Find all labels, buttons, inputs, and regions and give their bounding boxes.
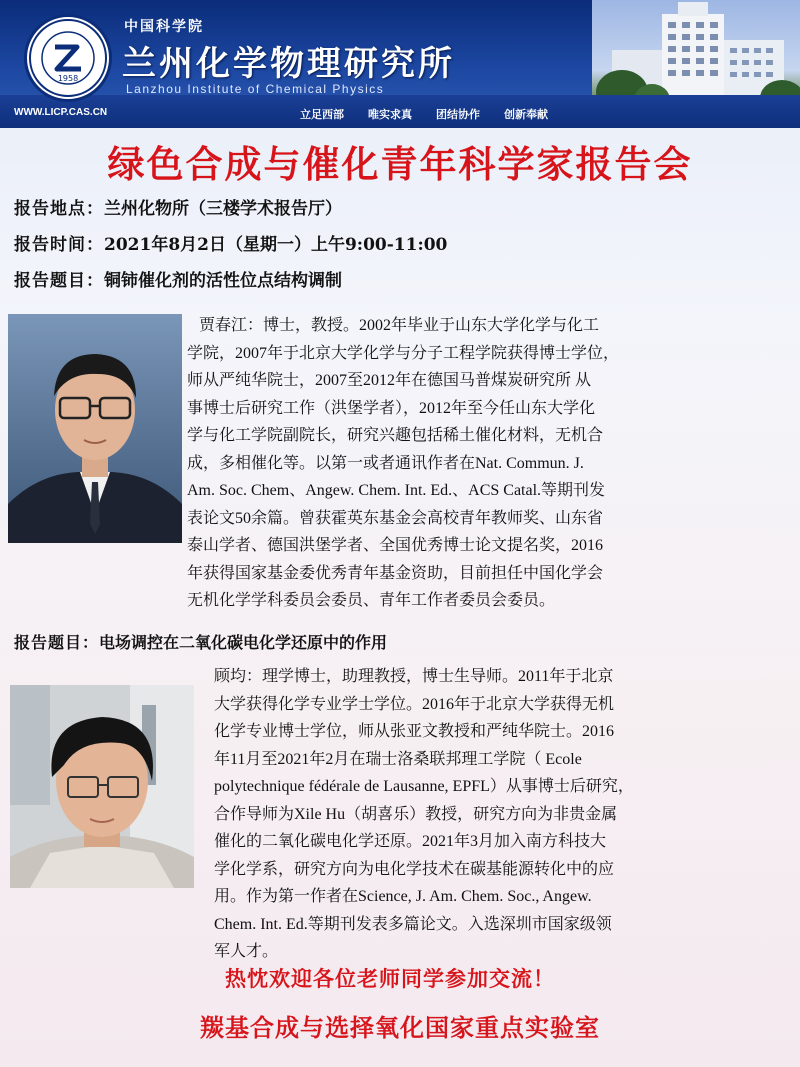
poster-title: 绿色合成与催化青年科学家报告会 xyxy=(107,143,693,186)
motto-item: 立足西部 xyxy=(300,108,344,121)
institute-logo xyxy=(24,14,112,102)
bio-line: 成，多相催化等。以第一或者通讯作者在Nat. Commun. J. xyxy=(187,454,584,472)
speaker2-photo xyxy=(10,685,194,888)
bio-line: 顾均：理学博士，助理教授，博士生导师。2011年于北京 xyxy=(214,668,614,685)
topic-row xyxy=(14,266,342,291)
bio-line: 学与化工学院副院长，研究兴趣包括稀土催化材料，无机合 xyxy=(187,427,604,444)
lab-name: 羰基合成与选择氧化国家重点实验室 xyxy=(200,1014,600,1042)
bio-line: 师从严纯华院士，2007至2012年在德国马普煤炭研究所 从 xyxy=(187,372,592,389)
speaker1-bio xyxy=(187,312,777,615)
logo-year: 1958 xyxy=(57,74,79,83)
bio-line: Chem. Int. Ed.等期刊发表多篇论文。入选深圳市国家级领 xyxy=(214,915,612,933)
bio-line: 催化的二氧化碳电化学还原。2021年3月加入南方科技大 xyxy=(214,833,607,850)
speaker2-bio xyxy=(214,663,786,966)
time-row xyxy=(14,230,447,255)
motto-item: 创新奉献 xyxy=(504,108,548,121)
motto-item: 团结协作 xyxy=(436,108,480,121)
topic-value: 铜铈催化剂的活性位点结构调制 xyxy=(104,271,342,291)
bio-line: 学院，2007年于北京大学化学与分子工程学院获得博士学位， xyxy=(187,344,620,362)
bio-line: 年11月至2021年2月在瑞士洛桑联邦理工学院（ Ecole xyxy=(214,750,582,768)
topic-label: 报告题目： xyxy=(14,271,104,291)
motto-item: 唯实求真 xyxy=(368,108,412,121)
bio-line: 事博士后研究工作（洪堡学者），2012年至今任山东大学化 xyxy=(187,399,596,417)
institute-name-en: Lanzhou Institute of Chemical Physics xyxy=(126,82,385,96)
bio-line: 表论文50余篇。曾获霍英东基金会高校青年教师奖、山东省 xyxy=(187,509,604,527)
time-label: 报告时间： xyxy=(14,235,104,255)
cas-name: 中国科学院 xyxy=(124,19,204,35)
bio-line: 大学获得化学专业学士学位。2016年于北京大学获得无机 xyxy=(214,695,615,713)
bio-line: 用。作为第一作者在Science, J. Am. Chem. Soc., Angew. xyxy=(214,888,592,905)
bio-line: Am. Soc. Chem、Angew. Chem. Int. Ed.、ACS Catal.等期刊发 xyxy=(187,482,606,499)
bio-line: 化学专业博士学位，师从张亚文教授和严纯华院士。2016 xyxy=(214,723,615,740)
institute-name-cn: 兰州化学物理研究所 xyxy=(122,44,455,84)
location-label: 报告地点： xyxy=(14,199,104,219)
topic2-label: 报告题目： xyxy=(14,633,100,652)
website-url: WWW.LICP.CAS.CN xyxy=(14,107,108,118)
location-value: 兰州化物所（三楼学术报告厅） xyxy=(104,199,342,219)
location-row xyxy=(14,194,342,219)
bio-line: 泰山学者、德国洪堡学者、全国优秀博士论文提名奖，2016 xyxy=(187,537,604,554)
bio-line: 军人才。 xyxy=(214,943,279,960)
bio-line: 学化学系，研究方向为电化学技术在碳基能源转化中的应 xyxy=(214,860,615,878)
time-value: 2021年8月2日（星期一）上午9:00-11:00 xyxy=(104,235,448,255)
bio-line: 贾春江：博士，教授。2002年毕业于山东大学化学与化工 xyxy=(199,317,600,334)
bio-line: 合作导师为Xile Hu（胡喜乐）教授，研究方向为非贵金属 xyxy=(214,805,618,823)
header-banner xyxy=(0,0,800,128)
topic2-row xyxy=(14,630,387,653)
bio-line: 年获得国家基金委优秀青年基金资助，目前担任中国化学会 xyxy=(187,564,604,582)
bio-line: polytechnique fédérale de Lausanne, EPFL）从事博士后研究， xyxy=(214,778,634,795)
topic2-value: 电场调控在二氧化碳电化学还原中的作用 xyxy=(99,633,388,652)
motto-bar xyxy=(300,106,548,122)
bio-line: 无机化学学科委员会委员、青年工作者委员会委员。 xyxy=(187,592,556,609)
speaker1-photo xyxy=(8,314,182,543)
welcome-message: 热忱欢迎各位老师同学参加交流！ xyxy=(225,967,555,991)
